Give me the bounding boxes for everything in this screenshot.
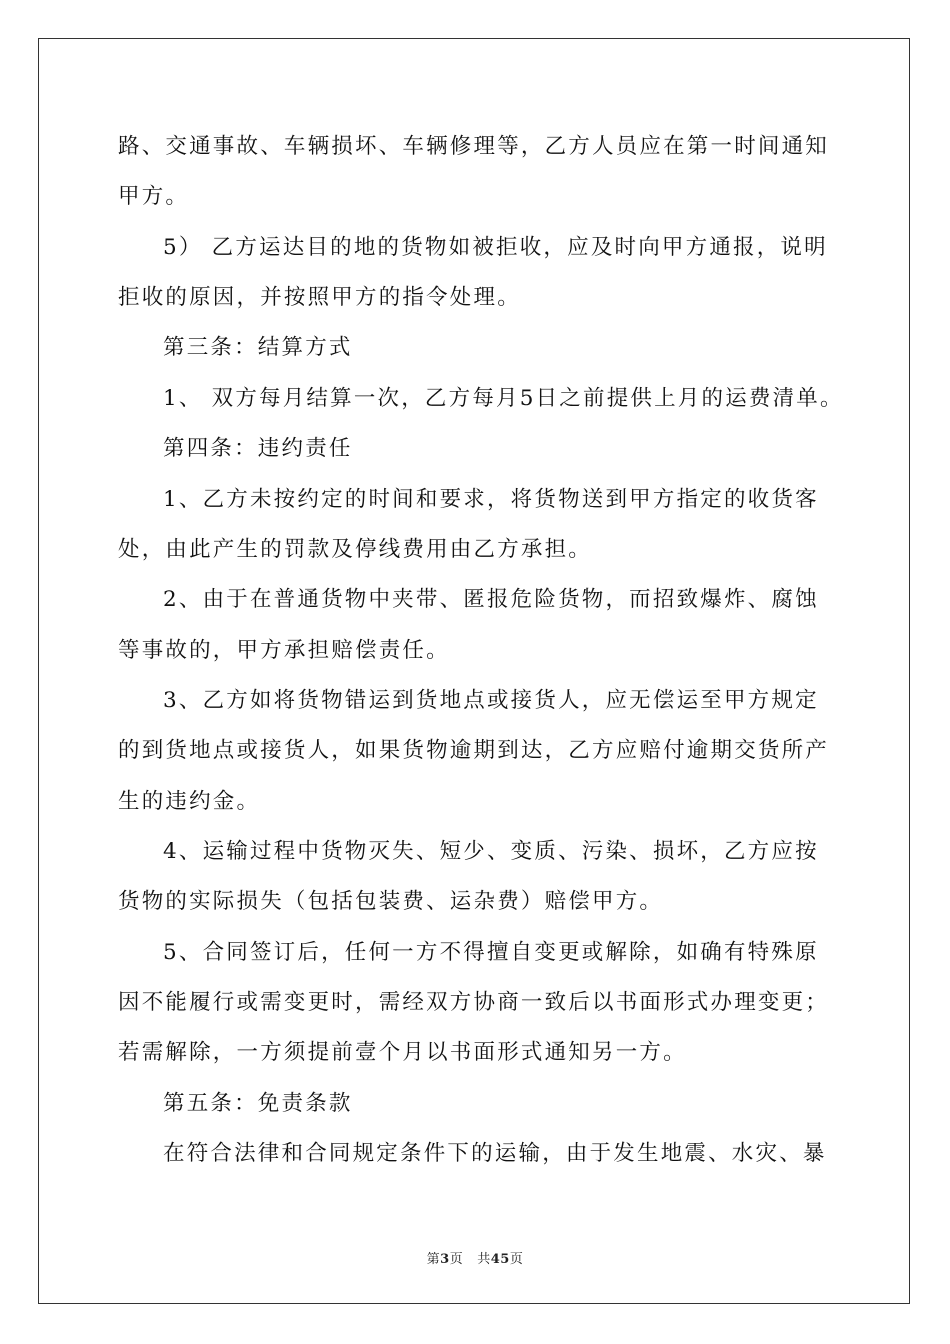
section-heading: 第三条：结算方式 (163, 335, 353, 360)
text-line: 甲方。 (118, 184, 190, 209)
section-heading: 第四条：违约责任 (163, 436, 353, 461)
text-line: 1、乙方未按约定的时间和要求，将货物送到甲方指定的收货客 (163, 487, 819, 512)
text-line: 处，由此产生的罚款及停线费用由乙方承担。 (118, 537, 593, 562)
total-prefix: 共 (477, 1252, 491, 1267)
page-number: 3 (440, 1252, 450, 1267)
text-line: 3、乙方如将货物错运到货地点或接货人，应无偿运至甲方规定 (163, 688, 819, 713)
text-line: 在符合法律和合同规定条件下的运输，由于发生地震、水灾、暴 (163, 1141, 827, 1166)
page-prefix: 第 (426, 1252, 441, 1267)
text-line: 4、运输过程中货物灭失、短少、变质、污染、损坏，乙方应按 (163, 839, 819, 864)
text-line: 1、 双方每月结算一次，乙方每月5日之前提供上月的运费清单。 (163, 386, 844, 411)
text-line: 若需解除，一方须提前壹个月以书面形式通知另一方。 (118, 1040, 687, 1065)
page-unit: 页 (449, 1252, 464, 1267)
total-pages: 45 (490, 1252, 510, 1267)
text-line: 生的违约金。 (118, 789, 261, 814)
section-heading: 第五条：免责条款 (163, 1091, 353, 1116)
text-line: 拒收的原因，并按照甲方的指令处理。 (118, 285, 521, 310)
text-line: 5、合同签订后，任何一方不得擅自变更或解除，如确有特殊原 (163, 940, 819, 965)
text-line: 货物的实际损失（包括包装费、运杂费）赔偿甲方。 (118, 889, 664, 914)
text-line: 路、交通事故、车辆损坏、车辆修理等，乙方人员应在第一时间通知 (118, 134, 830, 159)
text-line: 因不能履行或需变更时，需经双方协商一致后以书面形式办理变更； (118, 990, 830, 1015)
page-footer (0, 1248, 950, 1267)
total-unit: 页 (509, 1252, 524, 1267)
text-line: 5） 乙方运达目的地的货物如被拒收，应及时向甲方通报，说明 (163, 235, 828, 260)
text-line: 2、由于在普通货物中夹带、匿报危险货物，而招致爆炸、腐蚀 (163, 587, 819, 612)
text-line: 的到货地点或接货人，如果货物逾期到达，乙方应赔付逾期交货所产 (118, 738, 830, 763)
text-line: 等事故的，甲方承担赔偿责任。 (118, 638, 450, 663)
